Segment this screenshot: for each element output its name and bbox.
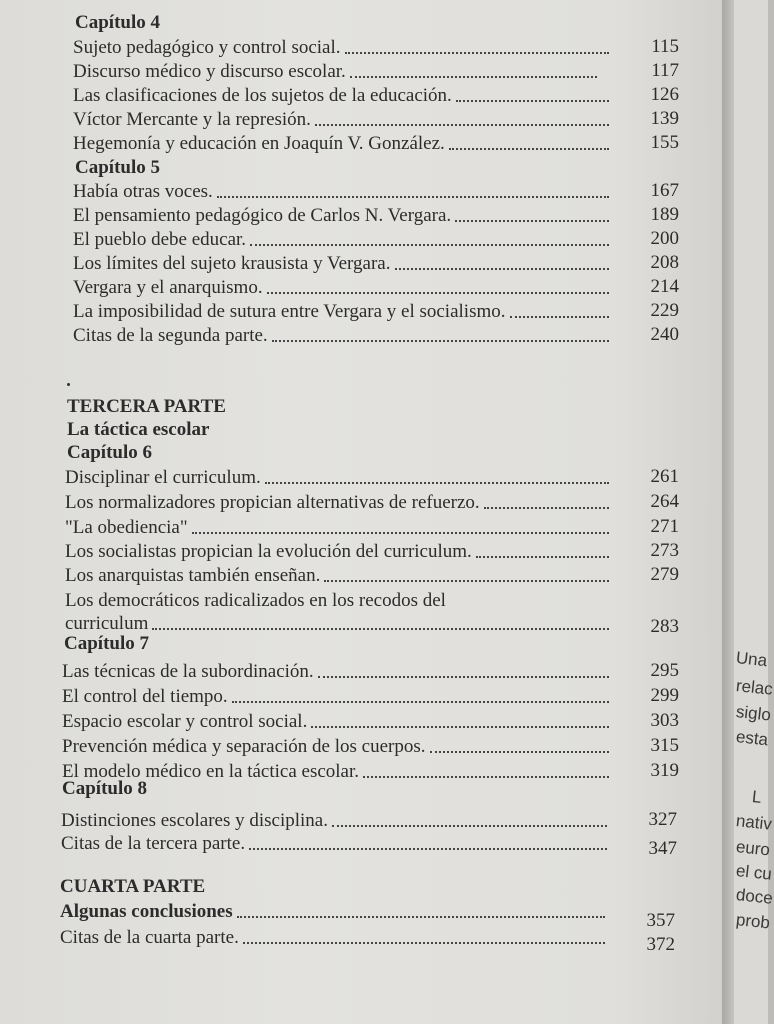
toc-entry-title: Había otras voces. bbox=[73, 181, 213, 202]
dot-leader bbox=[484, 507, 609, 509]
toc-entry-page: 126 bbox=[650, 84, 679, 105]
dot-leader bbox=[243, 942, 605, 944]
dot-leader bbox=[476, 556, 609, 558]
part-4-heading: CUARTA PARTE bbox=[60, 876, 206, 897]
toc-entry-page: 303 bbox=[650, 710, 679, 731]
toc-entry-page: 155 bbox=[650, 132, 679, 153]
toc-entry bbox=[73, 59, 679, 83]
toc-entry-page: 139 bbox=[650, 108, 679, 129]
toc-entry-page: 271 bbox=[650, 516, 679, 537]
toc-entry-title: Discurso médico y discurso escolar. bbox=[73, 61, 346, 82]
toc-entry-title: Los anarquistas también enseñan. bbox=[65, 565, 321, 586]
toc-entry bbox=[62, 709, 679, 733]
dot-leader bbox=[250, 244, 609, 246]
chapter-7-heading: Capítulo 7 bbox=[64, 633, 149, 654]
toc-entry bbox=[62, 659, 679, 683]
toc-entry-title: Los normalizadores propician alternativas de refuerzo. bbox=[65, 492, 480, 513]
adjacent-page-edge bbox=[734, 0, 774, 1024]
adjacent-page-text: nativ bbox=[735, 811, 773, 834]
dot-leader bbox=[267, 292, 609, 294]
toc-entry bbox=[73, 35, 679, 59]
chapter-5-heading: Capítulo 5 bbox=[75, 157, 160, 178]
adjacent-page-text: Una bbox=[735, 648, 769, 671]
toc-entry-page: 327 bbox=[648, 809, 677, 830]
toc-entry bbox=[73, 323, 679, 347]
dot-leader bbox=[449, 148, 609, 150]
adjacent-page-text: el cu bbox=[735, 861, 773, 884]
toc-entry bbox=[65, 515, 679, 539]
toc-entry bbox=[73, 251, 679, 275]
toc-entry bbox=[73, 107, 679, 131]
chapter-8-heading: Capítulo 8 bbox=[62, 778, 147, 799]
part-3-heading: TERCERA PARTE bbox=[67, 396, 226, 417]
toc-entry bbox=[61, 831, 677, 859]
toc-entry-title-continued: curriculum bbox=[65, 613, 149, 634]
toc-entry bbox=[62, 684, 679, 708]
toc-entry bbox=[62, 734, 679, 758]
dot-leader bbox=[510, 316, 610, 318]
toc-entry bbox=[61, 808, 677, 832]
toc-entry-title: Espacio escolar y control social. bbox=[62, 711, 308, 732]
toc-entry bbox=[65, 611, 679, 637]
dot-leader bbox=[315, 124, 609, 126]
chapter-6-heading: Capítulo 6 bbox=[67, 442, 152, 463]
dot-leader bbox=[217, 196, 609, 198]
toc-entry-page: 208 bbox=[650, 252, 679, 273]
adjacent-page-text: doce bbox=[735, 885, 774, 908]
toc-entry-page: 167 bbox=[650, 180, 679, 201]
dot-leader bbox=[272, 340, 609, 342]
adjacent-page-text: esta bbox=[735, 727, 770, 750]
toc-entry-page: 264 bbox=[650, 491, 679, 512]
toc-entry-title: Los democráticos radicalizados en los recodos del bbox=[65, 590, 446, 611]
dot-leader bbox=[395, 268, 610, 270]
toc-entry bbox=[73, 131, 679, 155]
adjacent-page-text: L bbox=[751, 787, 763, 807]
toc-entry-title: Vergara y el anarquismo. bbox=[73, 277, 263, 298]
toc-entry-page: 279 bbox=[650, 564, 679, 585]
adjacent-page-text: euro bbox=[735, 837, 771, 860]
toc-entry bbox=[73, 299, 679, 323]
toc-entry-page: 200 bbox=[650, 228, 679, 249]
toc-entry-title: Citas de la segunda parte. bbox=[73, 325, 268, 346]
toc-entry-page: 315 bbox=[650, 735, 679, 756]
dot-leader bbox=[350, 76, 597, 78]
toc-entry bbox=[65, 465, 679, 489]
toc-entry-title: La imposibilidad de sutura entre Vergara y el socialismo. bbox=[73, 301, 506, 322]
toc-entry-title: Distinciones escolares y disciplina. bbox=[61, 810, 328, 831]
toc-entry-title: Prevención médica y separación de los cuerpos. bbox=[62, 736, 426, 757]
toc-entry-title: Hegemonía y educación en Joaquín V. González. bbox=[73, 133, 445, 154]
dot-leader bbox=[363, 776, 609, 778]
toc-entry bbox=[60, 899, 675, 931]
dot-leader bbox=[152, 628, 609, 630]
toc-entry bbox=[73, 179, 679, 203]
dot-leader bbox=[332, 825, 607, 827]
toc-entry-multiline bbox=[65, 588, 609, 612]
dot-leader bbox=[311, 726, 609, 728]
toc-entry-page: 283 bbox=[650, 616, 679, 637]
adjacent-page-text: prob bbox=[735, 910, 771, 933]
adjacent-page-text: relac bbox=[735, 676, 774, 699]
toc-entry-title: Citas de la tercera parte. bbox=[61, 833, 246, 854]
dot-leader bbox=[345, 52, 609, 54]
toc-entry-page: 240 bbox=[650, 324, 679, 345]
toc-entry bbox=[73, 227, 679, 251]
dot-leader bbox=[324, 580, 609, 582]
dot-leader bbox=[232, 701, 609, 703]
toc-entry-page: 357 bbox=[646, 910, 675, 931]
toc-entry bbox=[60, 925, 675, 955]
toc-entry-page: 319 bbox=[650, 760, 679, 781]
toc-entry-page: 372 bbox=[646, 934, 675, 955]
dot-leader bbox=[455, 220, 609, 222]
dot-leader bbox=[456, 100, 609, 102]
toc-entry-page: 115 bbox=[651, 36, 679, 57]
toc-entry-title: Víctor Mercante y la represión. bbox=[73, 109, 311, 130]
toc-entry bbox=[65, 490, 679, 514]
toc-entry bbox=[73, 275, 679, 299]
toc-entry bbox=[65, 539, 679, 563]
toc-entry-title: Sujeto pedagógico y control social. bbox=[73, 37, 341, 58]
toc-entry-title: "La obediencia" bbox=[65, 517, 188, 538]
part-3-subtitle: La táctica escolar bbox=[67, 419, 210, 440]
dot-leader bbox=[237, 916, 605, 918]
adjacent-page-text: siglo bbox=[735, 702, 772, 725]
toc-entry-title: Las técnicas de la subordinación. bbox=[62, 661, 314, 682]
dot-leader bbox=[265, 482, 609, 484]
toc-entry-page: 299 bbox=[650, 685, 679, 706]
toc-entry-title: El modelo médico en la táctica escolar. bbox=[62, 761, 360, 782]
toc-entry-page: 229 bbox=[650, 300, 679, 321]
toc-entry-page: 261 bbox=[650, 466, 679, 487]
toc-entry-title: Los socialistas propician la evolución del curriculum. bbox=[65, 541, 472, 562]
toc-entry-title: El pueblo debe educar. bbox=[73, 229, 247, 250]
toc-entry-title: Disciplinar el curriculum. bbox=[65, 467, 261, 488]
toc-entry-title: Las clasificaciones de los sujetos de la educación. bbox=[73, 85, 452, 106]
dot-leader bbox=[192, 532, 609, 534]
toc-entry-title: Citas de la cuarta parte. bbox=[60, 927, 239, 948]
dot-leader bbox=[430, 751, 609, 753]
toc-entry-title: El pensamiento pedagógico de Carlos N. Vergara. bbox=[73, 205, 452, 226]
dot-leader bbox=[249, 848, 607, 850]
toc-entry-page: 295 bbox=[650, 660, 679, 681]
toc-entry-title: El control del tiempo. bbox=[62, 686, 228, 707]
toc-entry-title: Algunas conclusiones bbox=[60, 901, 233, 922]
book-gutter bbox=[722, 0, 734, 1024]
chapter-4-heading: Capítulo 4 bbox=[75, 12, 160, 33]
toc-entry bbox=[65, 563, 679, 587]
toc-entry bbox=[73, 83, 679, 107]
toc-entry-page: 214 bbox=[650, 276, 679, 297]
toc-entry bbox=[73, 203, 679, 227]
toc-entry-page: 347 bbox=[648, 838, 677, 859]
stray-mark bbox=[67, 383, 70, 386]
toc-entry-page: 189 bbox=[650, 204, 679, 225]
dot-leader bbox=[318, 676, 609, 678]
toc-entry-page: 117 bbox=[651, 60, 679, 81]
toc-entry-title: Los límites del sujeto krausista y Vergara. bbox=[73, 253, 391, 274]
toc-entry-page: 273 bbox=[650, 540, 679, 561]
